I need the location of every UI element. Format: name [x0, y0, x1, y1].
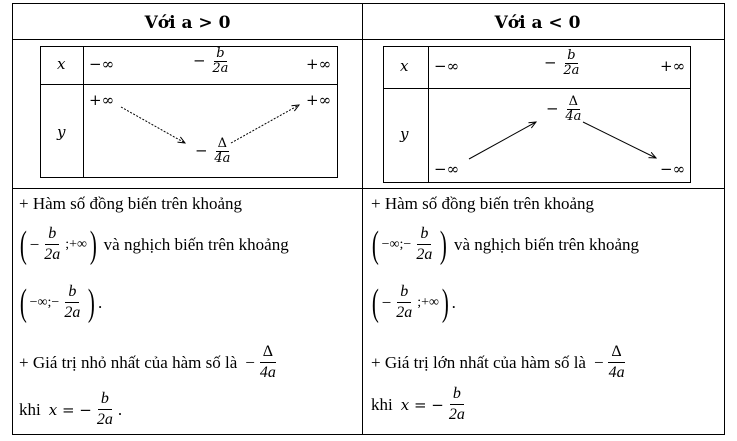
variation-table-right — [383, 46, 691, 183]
header-a-negative: Với a < 0 — [494, 13, 581, 33]
vertex-x: − $\frac{b}{2a}$ — [193, 46, 229, 76]
neg-infinity: −∞ — [434, 57, 460, 75]
x-label: x — [400, 57, 409, 75]
right-line-increasing: + Hàm số đồng biến trên khoảng — [371, 194, 594, 213]
pos-infinity: +∞ — [306, 55, 332, 73]
left-min-value: + Giá trị nhỏ nhất của hàm số là − $\frac{\Delta}{4a}$ — [19, 343, 276, 381]
neg-infinity: −∞ — [89, 55, 115, 73]
left-min-condition: khi x = − $\frac{b}{2a}$ . — [19, 390, 123, 428]
left-interval-increasing: ( − $\frac{b}{2a}$ ;+∞ ) và nghịch biến trên khoảng — [19, 223, 289, 266]
y-pos-infinity-left: +∞ — [89, 91, 115, 109]
right-max-value: + Giá trị lớn nhất của hàm số là − $\frac{\Delta}{4a}$ — [371, 343, 625, 381]
right-interval-increasing: ( −∞;− $\frac{b}{2a}$ ) và nghịch biến trên khoảng — [371, 223, 640, 266]
y-neg-infinity-right: −∞ — [660, 160, 686, 178]
vertex-y: − $\frac{\Delta}{4a}$ — [546, 94, 582, 124]
y-label: y — [400, 125, 409, 143]
y-label: y — [57, 123, 66, 141]
y-pos-infinity-right: +∞ — [306, 91, 332, 109]
column-divider — [362, 4, 363, 434]
right-interval-decreasing: ( − $\frac{b}{2a}$ ;+∞ ) . — [371, 281, 456, 324]
comparison-table — [12, 3, 725, 435]
header-a-positive: Với a > 0 — [144, 13, 231, 33]
pos-infinity: +∞ — [660, 57, 686, 75]
x-label: x — [57, 55, 66, 73]
variation-table-left — [40, 46, 338, 178]
row-divider — [13, 188, 724, 189]
vertex-x: − $\frac{b}{2a}$ — [544, 48, 580, 78]
vertex-y: − $\frac{\Delta}{4a}$ — [195, 136, 231, 166]
right-max-condition: khi x = − $\frac{b}{2a}$ — [371, 385, 465, 423]
y-neg-infinity-left: −∞ — [434, 160, 460, 178]
left-interval-decreasing: ( −∞;− $\frac{b}{2a}$ ) . — [19, 281, 103, 324]
left-line-increasing: + Hàm số đồng biến trên khoảng — [19, 194, 242, 213]
